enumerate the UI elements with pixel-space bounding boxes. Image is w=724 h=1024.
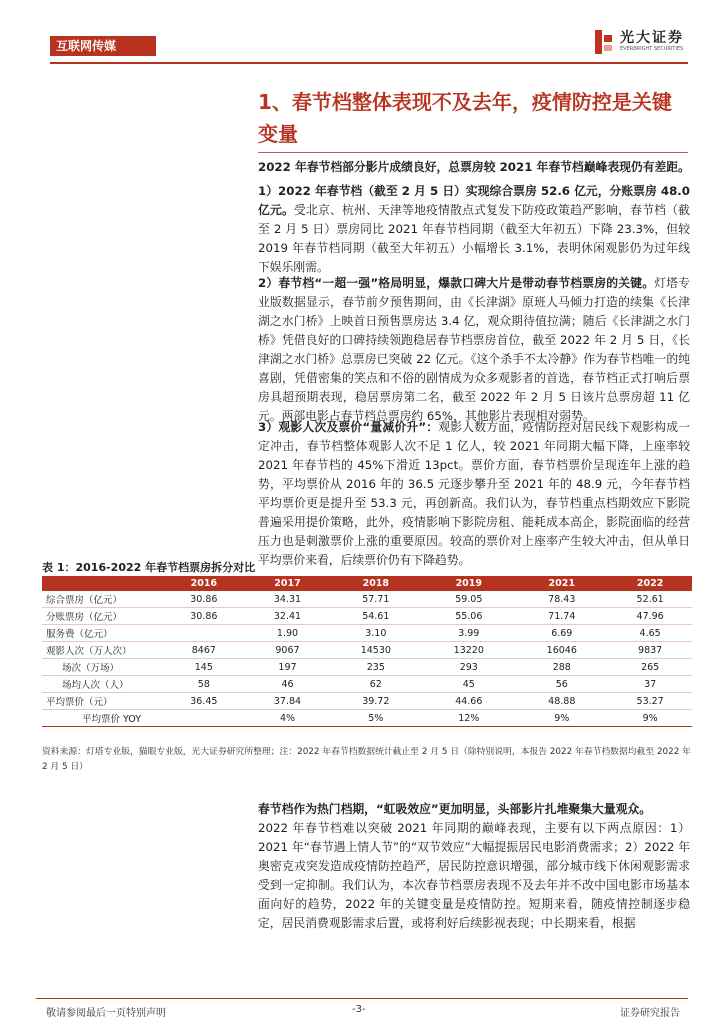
table-caption: 表 1：2016-2022 年春节档票房拆分对比: [42, 561, 256, 574]
table-row: [42, 625, 692, 642]
footer-disclaimer: 敬请参阅最后一页特别声明: [46, 1008, 166, 1019]
title-rule: [258, 152, 688, 153]
table-cell: 9%: [608, 710, 692, 727]
table-cell: 30.86: [162, 608, 246, 625]
page-number: -3-: [352, 1004, 366, 1015]
table-cell: 62: [329, 676, 422, 693]
paragraph-4: 春节档作为热门档期，“虹吸效应”更加明显，头部影片扎堆聚集大量观众。 2022 年春节档难以突破 2021 年同期的巅峰表现，主要有以下两点原因：1）2021 年“春节遇上情人节”的“双节效应”大幅提振居民电影消费需求；2）2022 年奥密克戎突发造成疫情防控趋严，居民防控意识增强，部分城市线下休闲观影需求受到一定抑制。我们认为，本次春节档票房表现不及去年并不改中国电影市场基本面向好的趋势，2022 年的关键变量是疫情防控。短期来看，随疫情控制逐步稳定，居民消费观影需求后置，或将利好后续影视表现；中长期来看，根据: [258, 802, 690, 930]
table-cell: 197: [246, 659, 330, 676]
table-row: [42, 676, 692, 693]
row-label: 平均票价（元）: [42, 693, 162, 710]
table-cell: 57.71: [329, 591, 422, 608]
table-row: [42, 591, 692, 608]
logo-icon: [593, 30, 615, 54]
row-label: 观影人次（万人次）: [42, 642, 162, 659]
logo-english: EVERBRIGHT SECURITIES: [620, 46, 684, 52]
table-cell: 265: [608, 659, 692, 676]
table-cell: 30.86: [162, 591, 246, 608]
table-header-cell: 2019: [422, 576, 515, 591]
table-cell: 4%: [246, 710, 330, 727]
table-cell: 46: [246, 676, 330, 693]
table-cell: 56: [515, 676, 608, 693]
table-cell: 58: [162, 676, 246, 693]
table-cell: 13220: [422, 642, 515, 659]
table-cell: 71.74: [515, 608, 608, 625]
table-cell: [162, 710, 246, 727]
row-label: 场均人次（人）: [42, 676, 162, 693]
row-label: 综合票房（亿元）: [42, 591, 162, 608]
table-row: [42, 608, 692, 625]
table-cell: 37.84: [246, 693, 330, 710]
table-cell: 34.31: [246, 591, 330, 608]
brand-logo: [593, 30, 684, 54]
paragraph-2: 2）春节档“一超一强”格局明显，爆款口碑大片是带动春节档票房的关键。灯塔专业版数据显示，春节前夕预售期间，由《长津湖》原班人马倾力打造的续集《长津湖之水门桥》上映首日预售票房达 3.4 亿，观众期待值拉满；随后《长津湖之水门桥》凭借良好的口碑持续领跑稳居春节档票房首位，截至 2022 年 2 月 5 日，《长津湖之水门桥》总票房已突破 22 亿元。《这个杀手不太冷静》作为春节档唯一的纯喜剧，凭借密集的笑点和不俗的剧情成为众多观影者的首选，春节档正式打响后票房具超预期表现，稳居票房第二名，截至 2022 年 2 月 5 日该片总票房超 11 亿元。两部电影占春节档总票房约 65%，其他影片表现相对弱势。: [258, 276, 690, 423]
table-cell: 59.05: [422, 591, 515, 608]
table-cell: 9067: [246, 642, 330, 659]
box-office-table: [42, 576, 692, 727]
table-cell: 54.61: [329, 608, 422, 625]
table-row: [42, 659, 692, 676]
table-header-cell: 2018: [329, 576, 422, 591]
table-cell: 5%: [329, 710, 422, 727]
table-cell: 9837: [608, 642, 692, 659]
table-row: [42, 693, 692, 710]
row-label: 平均票价 YOY: [42, 710, 162, 727]
logo-name: 光大证券: [620, 30, 684, 46]
table-cell: 44.66: [422, 693, 515, 710]
table-row: [42, 642, 692, 659]
table-cell: 78.43: [515, 591, 608, 608]
table-cell: 55.06: [422, 608, 515, 625]
section-tag: 互联网传媒: [50, 36, 156, 56]
table-cell: 36.45: [162, 693, 246, 710]
table-header-cell: [42, 576, 162, 591]
table-cell: 45: [422, 676, 515, 693]
row-label: 服务费（亿元）: [42, 625, 162, 642]
table-cell: 16046: [515, 642, 608, 659]
table-cell: 288: [515, 659, 608, 676]
paragraph-1: 1）2022 年春节档（截至 2 月 5 日）实现综合票房 52.6 亿元，分账票房 48.0 亿元。受北京、杭州、天津等地疫情散点式复发下防疫政策趋严影响，春节档（截至 2 月 5 日）票房同比 2021 年春节档同期（截至大年初五）下降 23.3%，但较 2019 年春节档同期（截至大年初五）小幅增长 3.1%，表明休闲观影仍为过年线下娱乐刚需。: [258, 184, 690, 274]
table-source-note: 资料来源：灯塔专业版，猫眼专业版，光大证券研究所整理；注：2022 年春节档数据统计截止至 2 月 5 日（除特别说明，本报告 2022 年春节档数据均截至 2022 年 2 月 5 日）: [42, 747, 691, 772]
table-cell: 9%: [515, 710, 608, 727]
table-cell: 47.96: [608, 608, 692, 625]
table-cell: 6.69: [515, 625, 608, 642]
table-cell: 37: [608, 676, 692, 693]
table-cell: 39.72: [329, 693, 422, 710]
table-header-cell: 2017: [246, 576, 330, 591]
table-header-cell: 2016: [162, 576, 246, 591]
table-cell: 53.27: [608, 693, 692, 710]
footer-rule: [36, 998, 688, 999]
paragraph-3: 3）观影人次及票价“量减价升”：观影人数方面，疫情防控对居民线下观影构成一定冲击，春节档整体观影人次不足 1 亿人，较 2021 年同期大幅下降，上座率较 2021 年春节档的 45%下滑近 13pct。票价方面，春节档票价呈现连年上涨的趋势，平均票价从 2016 年的 36.5 元逐步攀升至 2021 年的 48.9 元，今年春节档平均票价更是提升至 53.3 元，再创新高。我们认为，春节档重点档期效应下影院普遍采用提价策略，此外，疫情影响下影院房租、能耗成本高企，影院面临的经营压力也是刺激票价上涨的重要原因。较高的票价对上座率产生较大冲击，但从单日平均票价来看，后续票价仍有下降趋势。: [258, 420, 690, 567]
table-header-cell: 2022: [608, 576, 692, 591]
table-cell: 3.99: [422, 625, 515, 642]
row-label: 场次（万场）: [42, 659, 162, 676]
table-cell: 48.88: [515, 693, 608, 710]
section-title: 1、春节档整体表现不及去年，疫情防控是关键变量: [258, 90, 672, 146]
table-cell: 235: [329, 659, 422, 676]
footer-report-type: 证券研究报告: [620, 1008, 680, 1019]
table-cell: 12%: [422, 710, 515, 727]
row-label: 分账票房（亿元）: [42, 608, 162, 625]
table-row: [42, 710, 692, 727]
intro-paragraph: 2022 年春节档部分影片成绩良好，总票房较 2021 年春节档巅峰表现仍有差距。: [258, 160, 690, 174]
table-cell: 32.41: [246, 608, 330, 625]
table-cell: 293: [422, 659, 515, 676]
table-cell: 1.90: [246, 625, 330, 642]
table-cell: 52.61: [608, 591, 692, 608]
table-cell: 4.65: [608, 625, 692, 642]
table-cell: 145: [162, 659, 246, 676]
table-cell: 8467: [162, 642, 246, 659]
table-header-cell: 2021: [515, 576, 608, 591]
table-cell: [162, 625, 246, 642]
table-header-row: [42, 576, 692, 591]
header-rule: [50, 62, 688, 64]
table-cell: 14530: [329, 642, 422, 659]
table-cell: 3.10: [329, 625, 422, 642]
